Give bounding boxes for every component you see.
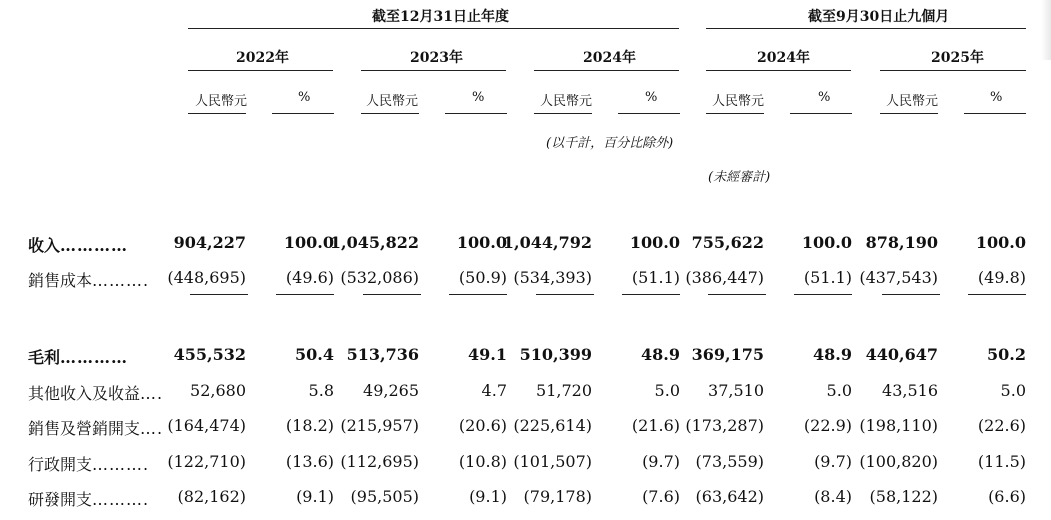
row-label-text: 收入 <box>28 236 61 255</box>
unit-rule <box>445 113 507 114</box>
table-cell: (6.6) <box>988 487 1026 506</box>
table-cell: (225,614) <box>513 416 592 435</box>
table-cell: (9.1) <box>469 487 507 506</box>
note-thousands: (以千計，百分比除外) <box>546 136 674 151</box>
table-cell: 100.0 <box>975 233 1026 252</box>
table-cell: (82,162) <box>177 487 246 506</box>
table-cell: 100.0 <box>801 233 852 252</box>
unit-pct: % <box>818 90 831 105</box>
table-cell: 513,736 <box>346 345 419 364</box>
row-label <box>28 233 128 256</box>
unit-rule <box>534 113 592 114</box>
unit-pct: % <box>298 90 311 105</box>
table-cell: (448,695) <box>167 268 246 287</box>
leader-dots: …. <box>140 419 164 438</box>
table-cell: 100.0 <box>283 233 334 252</box>
table-cell: 1,045,822 <box>329 233 419 252</box>
unit-rmb: 人民幣元 <box>366 94 419 109</box>
table-cell: 878,190 <box>865 233 938 252</box>
subtotal-rule <box>276 294 334 295</box>
row-label <box>28 487 149 510</box>
row-label-text: 研發開支 <box>28 490 93 509</box>
table-cell: (386,447) <box>685 268 764 287</box>
table-cell: (215,957) <box>340 416 419 435</box>
year-rule <box>361 70 506 71</box>
year-rule <box>188 70 333 71</box>
table-cell: 5.0 <box>654 381 680 400</box>
table-cell: 5.0 <box>826 381 852 400</box>
header-nine-month: 截至9月30日止九個月 <box>808 9 950 25</box>
unit-rmb: 人民幣元 <box>195 94 248 109</box>
unit-rule <box>880 113 938 114</box>
year-2024-nine-month: 2024年 <box>757 50 810 66</box>
unit-pct: % <box>990 90 1003 105</box>
table-cell: 51,720 <box>536 381 592 400</box>
table-cell: (18.2) <box>285 416 334 435</box>
table-cell: (173,287) <box>685 416 764 435</box>
table-cell: 455,532 <box>173 345 246 364</box>
table-cell: (10.8) <box>458 452 507 471</box>
table-cell: 440,647 <box>865 345 938 364</box>
subtotal-rule <box>794 294 852 295</box>
table-cell: 1,044,792 <box>502 233 592 252</box>
table-cell: (100,820) <box>859 452 938 471</box>
table-cell: (73,559) <box>695 452 764 471</box>
unit-rmb: 人民幣元 <box>886 94 939 109</box>
row-label <box>28 345 128 368</box>
table-cell: (7.6) <box>642 487 680 506</box>
table-cell: 50.4 <box>295 345 334 364</box>
note-unaudited: (未經審計) <box>708 170 771 185</box>
table-cell: (22.6) <box>977 416 1026 435</box>
table-cell: (11.5) <box>977 452 1026 471</box>
table-cell: 37,510 <box>708 381 764 400</box>
table-cell: 48.9 <box>641 345 680 364</box>
unit-rule <box>790 113 852 114</box>
table-cell: (21.6) <box>631 416 680 435</box>
header-nine-month-rule <box>706 28 1026 29</box>
row-label <box>28 452 149 475</box>
table-cell: 43,516 <box>882 381 938 400</box>
row-label-text: 銷售成本 <box>28 271 93 290</box>
table-cell: (532,086) <box>340 268 419 287</box>
table-cell: 5.0 <box>1000 381 1026 400</box>
table-cell: (58,122) <box>869 487 938 506</box>
table-cell: 755,622 <box>691 233 764 252</box>
table-cell: (49.8) <box>977 268 1026 287</box>
table-cell: (51.1) <box>631 268 680 287</box>
table-cell: (20.6) <box>458 416 507 435</box>
leader-dots: ………… <box>60 236 129 255</box>
row-label-text: 銷售及營銷開支 <box>28 419 141 438</box>
row-label-text: 行政開支 <box>28 455 93 474</box>
leader-dots: ………. <box>92 455 150 474</box>
table-cell: 4.7 <box>481 381 507 400</box>
unit-rmb: 人民幣元 <box>540 94 593 109</box>
leader-dots: ………… <box>60 348 129 367</box>
table-cell: (534,393) <box>513 268 592 287</box>
unit-pct: % <box>472 90 485 105</box>
year-2023: 2023年 <box>410 50 463 66</box>
table-cell: 369,175 <box>691 345 764 364</box>
table-cell: (112,695) <box>340 452 419 471</box>
header-annual-rule <box>188 28 679 29</box>
unit-rule <box>618 113 680 114</box>
subtotal-rule <box>449 294 507 295</box>
table-cell: (49.6) <box>285 268 334 287</box>
table-cell: 100.0 <box>456 233 507 252</box>
table-cell: 48.9 <box>813 345 852 364</box>
table-cell: 49,265 <box>363 381 419 400</box>
table-cell: (9.1) <box>296 487 334 506</box>
year-rule <box>534 70 679 71</box>
unit-rmb: 人民幣元 <box>712 94 765 109</box>
table-cell: (13.6) <box>285 452 334 471</box>
table-cell: (63,642) <box>695 487 764 506</box>
table-cell: 50.2 <box>987 345 1026 364</box>
year-2022: 2022年 <box>236 50 289 66</box>
table-cell: 904,227 <box>173 233 246 252</box>
table-cell: (8.4) <box>814 487 852 506</box>
subtotal-rule <box>363 294 421 295</box>
table-cell: (164,474) <box>167 416 246 435</box>
table-cell: (22.9) <box>803 416 852 435</box>
subtotal-rule <box>536 294 594 295</box>
row-label-text: 毛利 <box>28 348 61 367</box>
year-rule <box>880 70 1026 71</box>
year-2024: 2024年 <box>583 50 636 66</box>
leader-dots: …. <box>140 384 164 403</box>
unit-rule <box>964 113 1026 114</box>
header-annual: 截至12月31日止年度 <box>372 9 509 25</box>
leader-dots: ………. <box>92 271 150 290</box>
table-cell: 49.1 <box>468 345 507 364</box>
page-edge-shadow <box>1041 0 1051 60</box>
table-cell: 100.0 <box>629 233 680 252</box>
table-cell: (437,543) <box>859 268 938 287</box>
subtotal-rule <box>708 294 766 295</box>
subtotal-rule <box>622 294 680 295</box>
unit-rule <box>361 113 419 114</box>
table-cell: (9.7) <box>642 452 680 471</box>
year-rule <box>706 70 851 71</box>
table-cell: (9.7) <box>814 452 852 471</box>
table-cell: (122,710) <box>167 452 246 471</box>
table-cell: (101,507) <box>513 452 592 471</box>
table-cell: (95,505) <box>350 487 419 506</box>
leader-dots: ………. <box>92 490 150 509</box>
table-cell: (50.9) <box>458 268 507 287</box>
subtotal-rule <box>882 294 940 295</box>
table-cell: 510,399 <box>519 345 592 364</box>
table-cell: (79,178) <box>523 487 592 506</box>
table-cell: (198,110) <box>859 416 938 435</box>
unit-rule <box>188 113 246 114</box>
table-cell: 5.8 <box>308 381 334 400</box>
row-label-text: 其他收入及收益 <box>28 384 141 403</box>
table-cell: (51.1) <box>803 268 852 287</box>
subtotal-rule <box>190 294 248 295</box>
subtotal-rule <box>968 294 1026 295</box>
unit-rule <box>706 113 764 114</box>
table-cell: 52,680 <box>190 381 246 400</box>
row-label <box>28 268 149 291</box>
unit-pct: % <box>645 90 658 105</box>
year-2025-nine-month: 2025年 <box>931 50 984 66</box>
unit-rule <box>272 113 334 114</box>
